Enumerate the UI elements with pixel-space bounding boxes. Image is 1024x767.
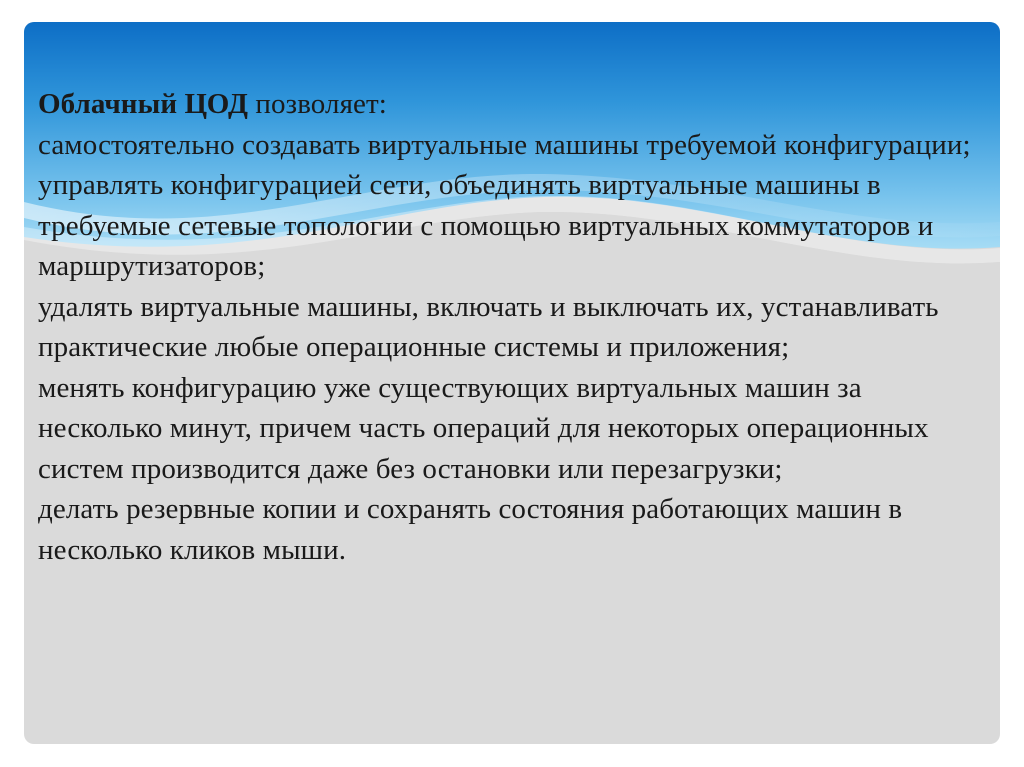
slide-body (38, 84, 988, 570)
slide-lead-bold: Облачный ЦОД (38, 88, 249, 120)
list-item: менять конфигурацию уже существующих виртуальных машин за несколько минут, причем часть операций для некоторых операционных систем производится даже без остановки или перезагрузки; (38, 371, 929, 485)
list-item: самостоятельно создавать виртуальные машины требуемой конфигурации; (38, 128, 971, 161)
list-item: управлять конфигурацией сети, объединять виртуальные машины в требуемые сетевые топологии с помощью виртуальных коммутаторов и маршрутизаторов; (38, 169, 934, 282)
list-item: удалять виртуальные машины, включать и выключать их, устанавливать практические любые операционные системы и приложения; (38, 290, 939, 363)
slide-lead (38, 84, 988, 125)
slide-lead-rest: позволяет: (248, 88, 387, 120)
list-item: делать резервные копии и сохранять состояния работающих машин в несколько кликов мыши. (38, 493, 903, 566)
slide (24, 22, 1000, 744)
